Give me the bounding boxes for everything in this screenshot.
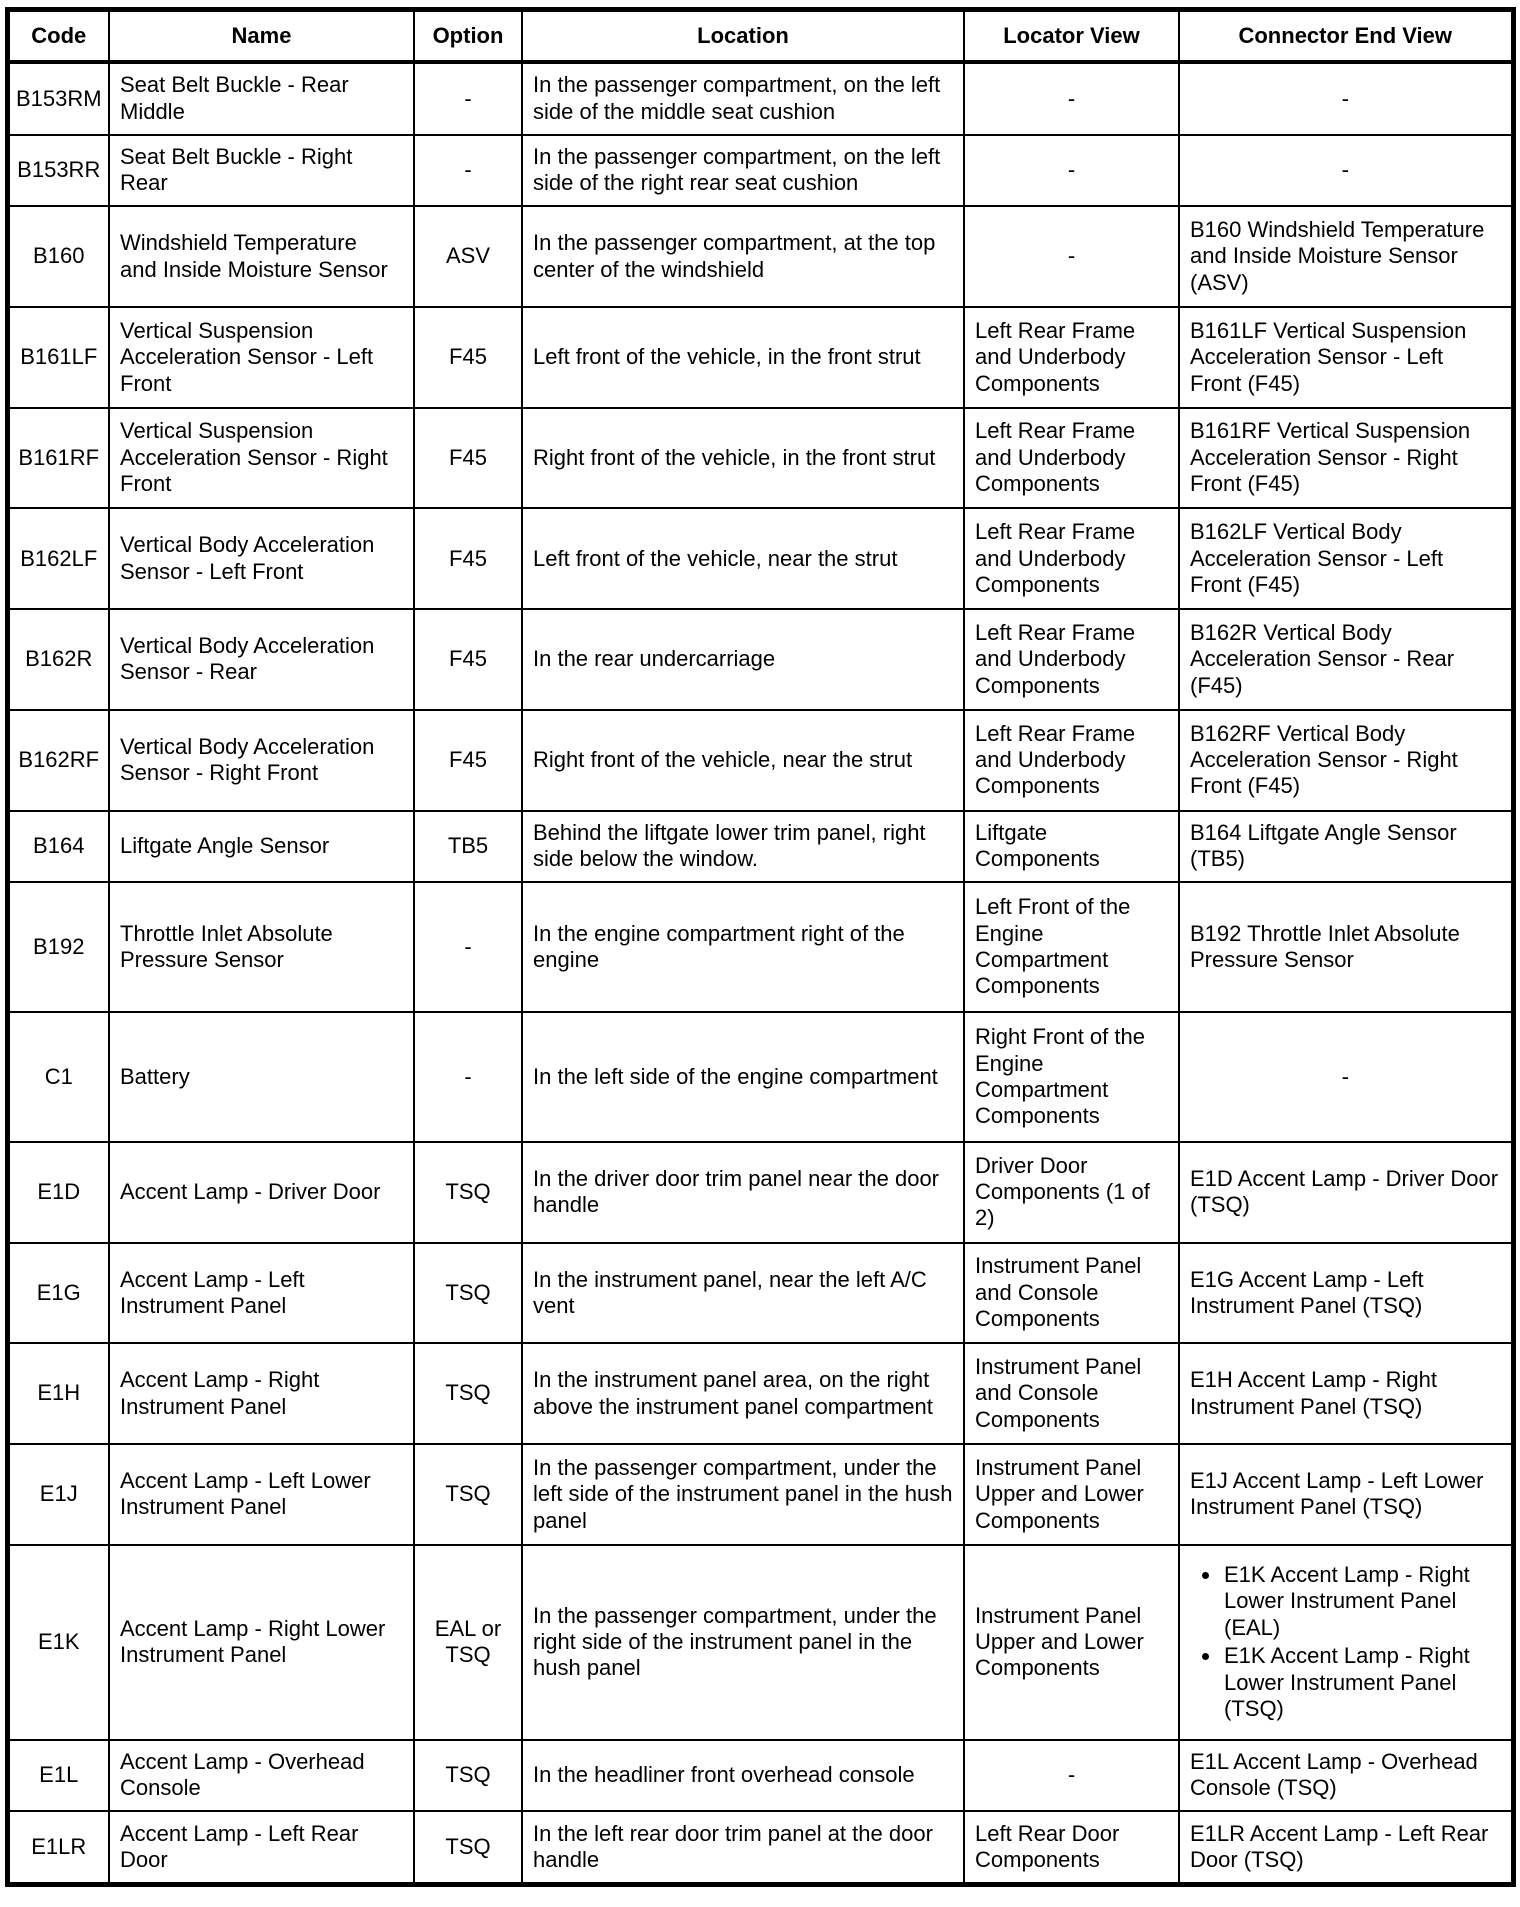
cell-option: - xyxy=(414,62,522,135)
cell-locator_view: - xyxy=(964,206,1179,307)
connector-end-view-list-item: • E1K Accent Lamp - Right Lower Instrument Panel (TSQ) xyxy=(1222,1643,1501,1722)
cell-option: F45 xyxy=(414,307,522,408)
cell-locator_view: Left Rear Frame and Underbody Components xyxy=(964,307,1179,408)
cell-locator_view: Right Front of the Engine Compartment Components xyxy=(964,1012,1179,1142)
cell-location: Right front of the vehicle, near the strut xyxy=(522,710,964,811)
cell-option: - xyxy=(414,1012,522,1142)
cell-connector_end_view: - xyxy=(1179,62,1513,135)
cell-option: F45 xyxy=(414,408,522,509)
cell-locator_view: Instrument Panel and Console Components xyxy=(964,1343,1179,1444)
cell-name: Vertical Body Acceleration Sensor - Rear xyxy=(109,609,414,710)
cell-name: Throttle Inlet Absolute Pressure Sensor xyxy=(109,882,414,1012)
table-row xyxy=(7,609,1513,710)
cell-code: E1H xyxy=(7,1343,109,1444)
cell-name: Battery xyxy=(109,1012,414,1142)
cell-name: Accent Lamp - Left Rear Door xyxy=(109,1811,414,1884)
cell-name: Seat Belt Buckle - Rear Middle xyxy=(109,62,414,135)
cell-connector_end_view: - xyxy=(1179,1012,1513,1142)
cell-option: TSQ xyxy=(414,1343,522,1444)
cell-option: TSQ xyxy=(414,1444,522,1545)
cell-name: Vertical Body Acceleration Sensor - Right Front xyxy=(109,710,414,811)
cell-locator_view: - xyxy=(964,1740,1179,1812)
cell-code: E1J xyxy=(7,1444,109,1545)
cell-location: In the left side of the engine compartment xyxy=(522,1012,964,1142)
cell-option: F45 xyxy=(414,508,522,609)
cell-code: B153RM xyxy=(7,62,109,135)
connector-end-view-list xyxy=(1190,1562,1501,1722)
table-row xyxy=(7,1811,1513,1884)
cell-name: Vertical Suspension Acceleration Sensor - Right Front xyxy=(109,408,414,509)
cell-connector_end_view: E1H Accent Lamp - Right Instrument Panel (TSQ) xyxy=(1179,1343,1513,1444)
cell-name: Vertical Body Acceleration Sensor - Left Front xyxy=(109,508,414,609)
table-row xyxy=(7,1343,1513,1444)
cell-name: Accent Lamp - Right Instrument Panel xyxy=(109,1343,414,1444)
cell-name: Vertical Suspension Acceleration Sensor - Left Front xyxy=(109,307,414,408)
cell-code: C1 xyxy=(7,1012,109,1142)
cell-location: Left front of the vehicle, in the front strut xyxy=(522,307,964,408)
cell-location: In the headliner front overhead console xyxy=(522,1740,964,1812)
table-row xyxy=(7,408,1513,509)
cell-connector_end_view: E1G Accent Lamp - Left Instrument Panel (TSQ) xyxy=(1179,1243,1513,1344)
cell-location: In the rear undercarriage xyxy=(522,609,964,710)
cell-option: TSQ xyxy=(414,1142,522,1243)
cell-code: B153RR xyxy=(7,135,109,207)
cell-name: Seat Belt Buckle - Right Rear xyxy=(109,135,414,207)
cell-code: E1G xyxy=(7,1243,109,1344)
cell-code: E1D xyxy=(7,1142,109,1243)
cell-code: E1LR xyxy=(7,1811,109,1884)
cell-code: E1K xyxy=(7,1545,109,1740)
cell-option: TSQ xyxy=(414,1740,522,1812)
cell-code: B162R xyxy=(7,609,109,710)
table-row xyxy=(7,811,1513,883)
table-row xyxy=(7,1142,1513,1243)
cell-connector_end_view: B161RF Vertical Suspension Acceleration Sensor - Right Front (F45) xyxy=(1179,408,1513,509)
cell-locator_view: Left Rear Frame and Underbody Components xyxy=(964,508,1179,609)
cell-option: TB5 xyxy=(414,811,522,883)
table-row xyxy=(7,1740,1513,1812)
cell-connector_end_view: B160 Windshield Temperature and Inside Moisture Sensor (ASV) xyxy=(1179,206,1513,307)
cell-connector_end_view: B192 Throttle Inlet Absolute Pressure Sensor xyxy=(1179,882,1513,1012)
cell-option: TSQ xyxy=(414,1811,522,1884)
cell-option: ASV xyxy=(414,206,522,307)
cell-location: Right front of the vehicle, in the front strut xyxy=(522,408,964,509)
cell-code: B192 xyxy=(7,882,109,1012)
cell-name: Liftgate Angle Sensor xyxy=(109,811,414,883)
cell-connector_end_view: E1D Accent Lamp - Driver Door (TSQ) xyxy=(1179,1142,1513,1243)
cell-code: E1L xyxy=(7,1740,109,1812)
cell-location: In the passenger compartment, on the left side of the middle seat cushion xyxy=(522,62,964,135)
cell-location: In the instrument panel, near the left A/C vent xyxy=(522,1243,964,1344)
table-row xyxy=(7,882,1513,1012)
cell-code: B161RF xyxy=(7,408,109,509)
cell-option: TSQ xyxy=(414,1243,522,1344)
cell-location: Behind the liftgate lower trim panel, right side below the window. xyxy=(522,811,964,883)
column-header-location: Location xyxy=(522,10,964,63)
cell-locator_view: Instrument Panel Upper and Lower Components xyxy=(964,1444,1179,1545)
cell-code: B160 xyxy=(7,206,109,307)
cell-code: B162LF xyxy=(7,508,109,609)
column-header-name: Name xyxy=(109,10,414,63)
table-row xyxy=(7,206,1513,307)
cell-code: B161LF xyxy=(7,307,109,408)
cell-locator_view: - xyxy=(964,62,1179,135)
table-row xyxy=(7,1243,1513,1344)
cell-locator_view: Left Rear Door Components xyxy=(964,1811,1179,1884)
table-header xyxy=(7,10,1513,63)
cell-connector_end_view: E1LR Accent Lamp - Left Rear Door (TSQ) xyxy=(1179,1811,1513,1884)
cell-locator_view: Left Rear Frame and Underbody Components xyxy=(964,609,1179,710)
cell-option: - xyxy=(414,882,522,1012)
cell-name: Accent Lamp - Right Lower Instrument Panel xyxy=(109,1545,414,1740)
table-row xyxy=(7,1545,1513,1740)
cell-locator_view: Instrument Panel and Console Components xyxy=(964,1243,1179,1344)
connector-end-view-list-item: • E1K Accent Lamp - Right Lower Instrument Panel (EAL) xyxy=(1222,1562,1501,1641)
table-row xyxy=(7,307,1513,408)
cell-location: In the left rear door trim panel at the door handle xyxy=(522,1811,964,1884)
cell-connector_end_view: B164 Liftgate Angle Sensor (TB5) xyxy=(1179,811,1513,883)
cell-location: In the passenger compartment, on the left side of the right rear seat cushion xyxy=(522,135,964,207)
cell-location: In the passenger compartment, at the top center of the windshield xyxy=(522,206,964,307)
cell-name: Accent Lamp - Driver Door xyxy=(109,1142,414,1243)
column-header-code: Code xyxy=(7,10,109,63)
table-row xyxy=(7,135,1513,207)
cell-location: In the passenger compartment, under the right side of the instrument panel in the hush panel xyxy=(522,1545,964,1740)
cell-name: Accent Lamp - Overhead Console xyxy=(109,1740,414,1812)
cell-locator_view: Left Rear Frame and Underbody Components xyxy=(964,710,1179,811)
cell-option: F45 xyxy=(414,609,522,710)
cell-connector_end_view xyxy=(1179,1545,1513,1740)
table-body xyxy=(7,62,1513,1885)
cell-locator_view: - xyxy=(964,135,1179,207)
cell-name: Accent Lamp - Left Lower Instrument Panel xyxy=(109,1444,414,1545)
column-header-option: Option xyxy=(414,10,522,63)
cell-location: In the instrument panel area, on the right above the instrument panel compartment xyxy=(522,1343,964,1444)
cell-locator_view: Left Front of the Engine Compartment Components xyxy=(964,882,1179,1012)
cell-option: EAL or TSQ xyxy=(414,1545,522,1740)
cell-code: B164 xyxy=(7,811,109,883)
cell-locator_view: Instrument Panel Upper and Lower Components xyxy=(964,1545,1179,1740)
cell-code: B162RF xyxy=(7,710,109,811)
cell-location: Left front of the vehicle, near the strut xyxy=(522,508,964,609)
cell-locator_view: Left Rear Frame and Underbody Components xyxy=(964,408,1179,509)
cell-connector_end_view: B162R Vertical Body Acceleration Sensor - Rear (F45) xyxy=(1179,609,1513,710)
cell-option: - xyxy=(414,135,522,207)
cell-connector_end_view: B161LF Vertical Suspension Acceleration Sensor - Left Front (F45) xyxy=(1179,307,1513,408)
cell-connector_end_view: B162LF Vertical Body Acceleration Sensor - Left Front (F45) xyxy=(1179,508,1513,609)
table-row xyxy=(7,1444,1513,1545)
cell-connector_end_view: B162RF Vertical Body Acceleration Sensor - Right Front (F45) xyxy=(1179,710,1513,811)
table-row xyxy=(7,508,1513,609)
cell-locator_view: Liftgate Components xyxy=(964,811,1179,883)
cell-location: In the driver door trim panel near the door handle xyxy=(522,1142,964,1243)
cell-location: In the passenger compartment, under the left side of the instrument panel in the hush panel xyxy=(522,1444,964,1545)
column-header-connector-end-view: Connector End View xyxy=(1179,10,1513,63)
cell-option: F45 xyxy=(414,710,522,811)
cell-name: Windshield Temperature and Inside Moisture Sensor xyxy=(109,206,414,307)
table-row xyxy=(7,62,1513,135)
column-header-locator-view: Locator View xyxy=(964,10,1179,63)
cell-locator_view: Driver Door Components (1 of 2) xyxy=(964,1142,1179,1243)
table-row xyxy=(7,710,1513,811)
table-row xyxy=(7,1012,1513,1142)
cell-connector_end_view: - xyxy=(1179,135,1513,207)
cell-name: Accent Lamp - Left Instrument Panel xyxy=(109,1243,414,1344)
header-row xyxy=(7,10,1513,63)
connector-table xyxy=(5,7,1516,1887)
cell-connector_end_view: E1L Accent Lamp - Overhead Console (TSQ) xyxy=(1179,1740,1513,1812)
cell-connector_end_view: E1J Accent Lamp - Left Lower Instrument Panel (TSQ) xyxy=(1179,1444,1513,1545)
cell-location: In the engine compartment right of the engine xyxy=(522,882,964,1012)
